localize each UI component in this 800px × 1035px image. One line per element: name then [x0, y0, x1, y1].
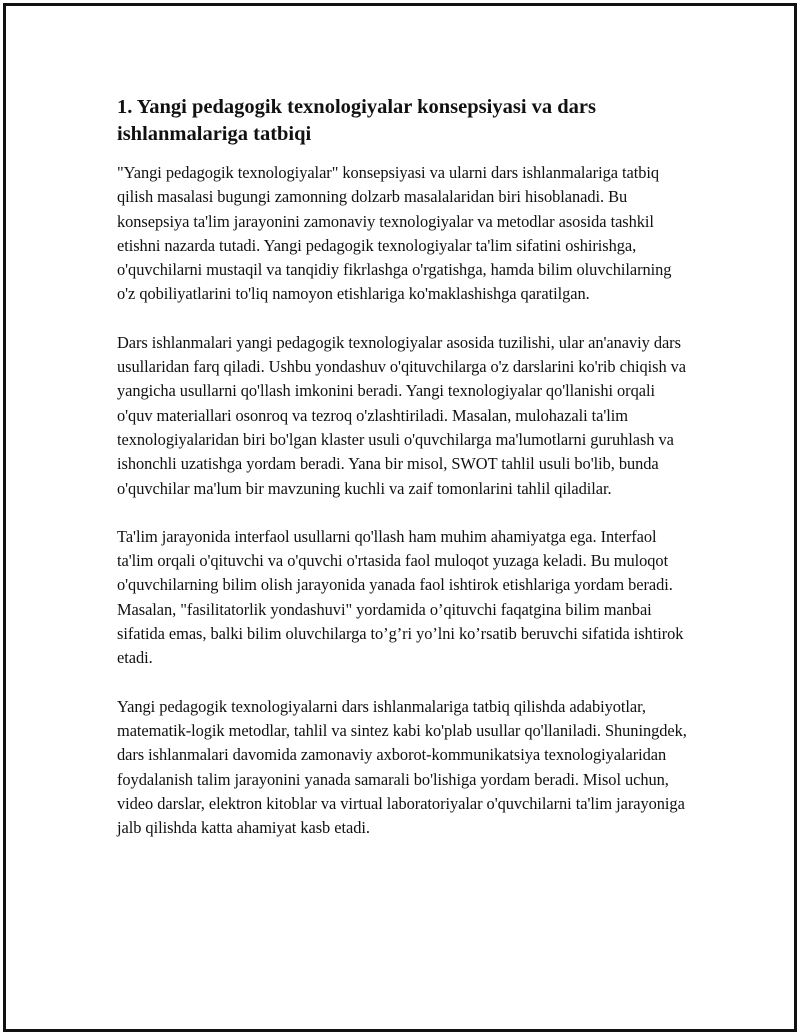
paragraph-4: Yangi pedagogik texnologiyalarni dars ishlanmalariga tatbiq qilishda adabiyotlar, matematik-logik metodlar, tahlil va sintez kabi ko'plab usullar qo'llaniladi. Shuningdek, dars ishlanmalari davomida zamonaviy axborot-kommunikatsiya texnologiyalaridan foydalanish talim jarayonini yanada samarali bo'lishiga yordam beradi. Misol uchun, video darslar, elektron kitoblar va virtual laboratoriyalar o'quvchilarni ta'lim jarayoniga jalb qilishda katta ahamiyat kasb etadi. — [117, 696, 687, 838]
paragraph-3: Ta'lim jarayonida interfaol usullarni qo'llash ham muhim ahamiyatga ega. Interfaol ta'lim orqali o'qituvchi va o'quvchi o'rtasida faol muloqot yuzaga keladi. Bu muloqot o'quvchilarning bilim olish jarayonida yanada faol ishtirok etishlariga yordam beradi. Masalan, "fasilitatorlik yondashuvi" yordamida o’qituvchi faqatgina bilim manbai sifatida emas, balki bilim oluvchilarga to’g’ri yo’lni ko’rsatib beruvchi sifatida ishtirok etadi. — [117, 526, 684, 668]
paragraph-1: "Yangi pedagogik texnologiyalar" konsepsiyasi va ularni dars ishlanmalariga tatbiq qilish masalasi bugungi zamonning dolzarb masalalaridan biri hisoblanadi. Bu konsepsiya ta'lim jarayonini zamonaviy texnologiyalar va metodlar asosida tashkil etishni nazarda tutadi. Yangi pedagogik texnologiyalar ta'lim sifatini oshirishga, o'quvchilarni mustaqil va tanqidiy fikrlashga o'rgatishga, hamda bilim oluvchilarning o'z qobiliyatlarini to'liq namoyon etishlariga ko'maklashishga qaratilgan. — [117, 163, 672, 304]
document-title: 1. Yangi pedagogik texnologiyalar konsepsiyasi va dars ishlanmalariga tatbiqi — [117, 96, 596, 145]
document-body — [117, 94, 689, 840]
paragraph-2: Dars ishlanmalari yangi pedagogik texnologiyalar asosida tuzilishi, ular an'anaviy dars usullaridan farq qiladi. Ushbu yondashuv o'qituvchilarga o'z darslarini ko'rib chiqish va yangicha usullarni qo'llash imkonini beradi. Yangi texnologiyalar qo'llanishi orqali o'quv materiallari osonroq va tezroq o'zlashtiriladi. Masalan, mulohazali ta'lim texnologiyalaridan biri bo'lgan klaster usuli o'quvchilarga ma'lumotlarni guruhlash va ishonchli uzatishga yordam beradi. Yana bir misol, SWOT tahlil usuli bo'lib, bunda o'quvchilar ma'lum bir mavzuning kuchli va zaif tomonlarini tahlil qiladilar. — [117, 332, 687, 498]
